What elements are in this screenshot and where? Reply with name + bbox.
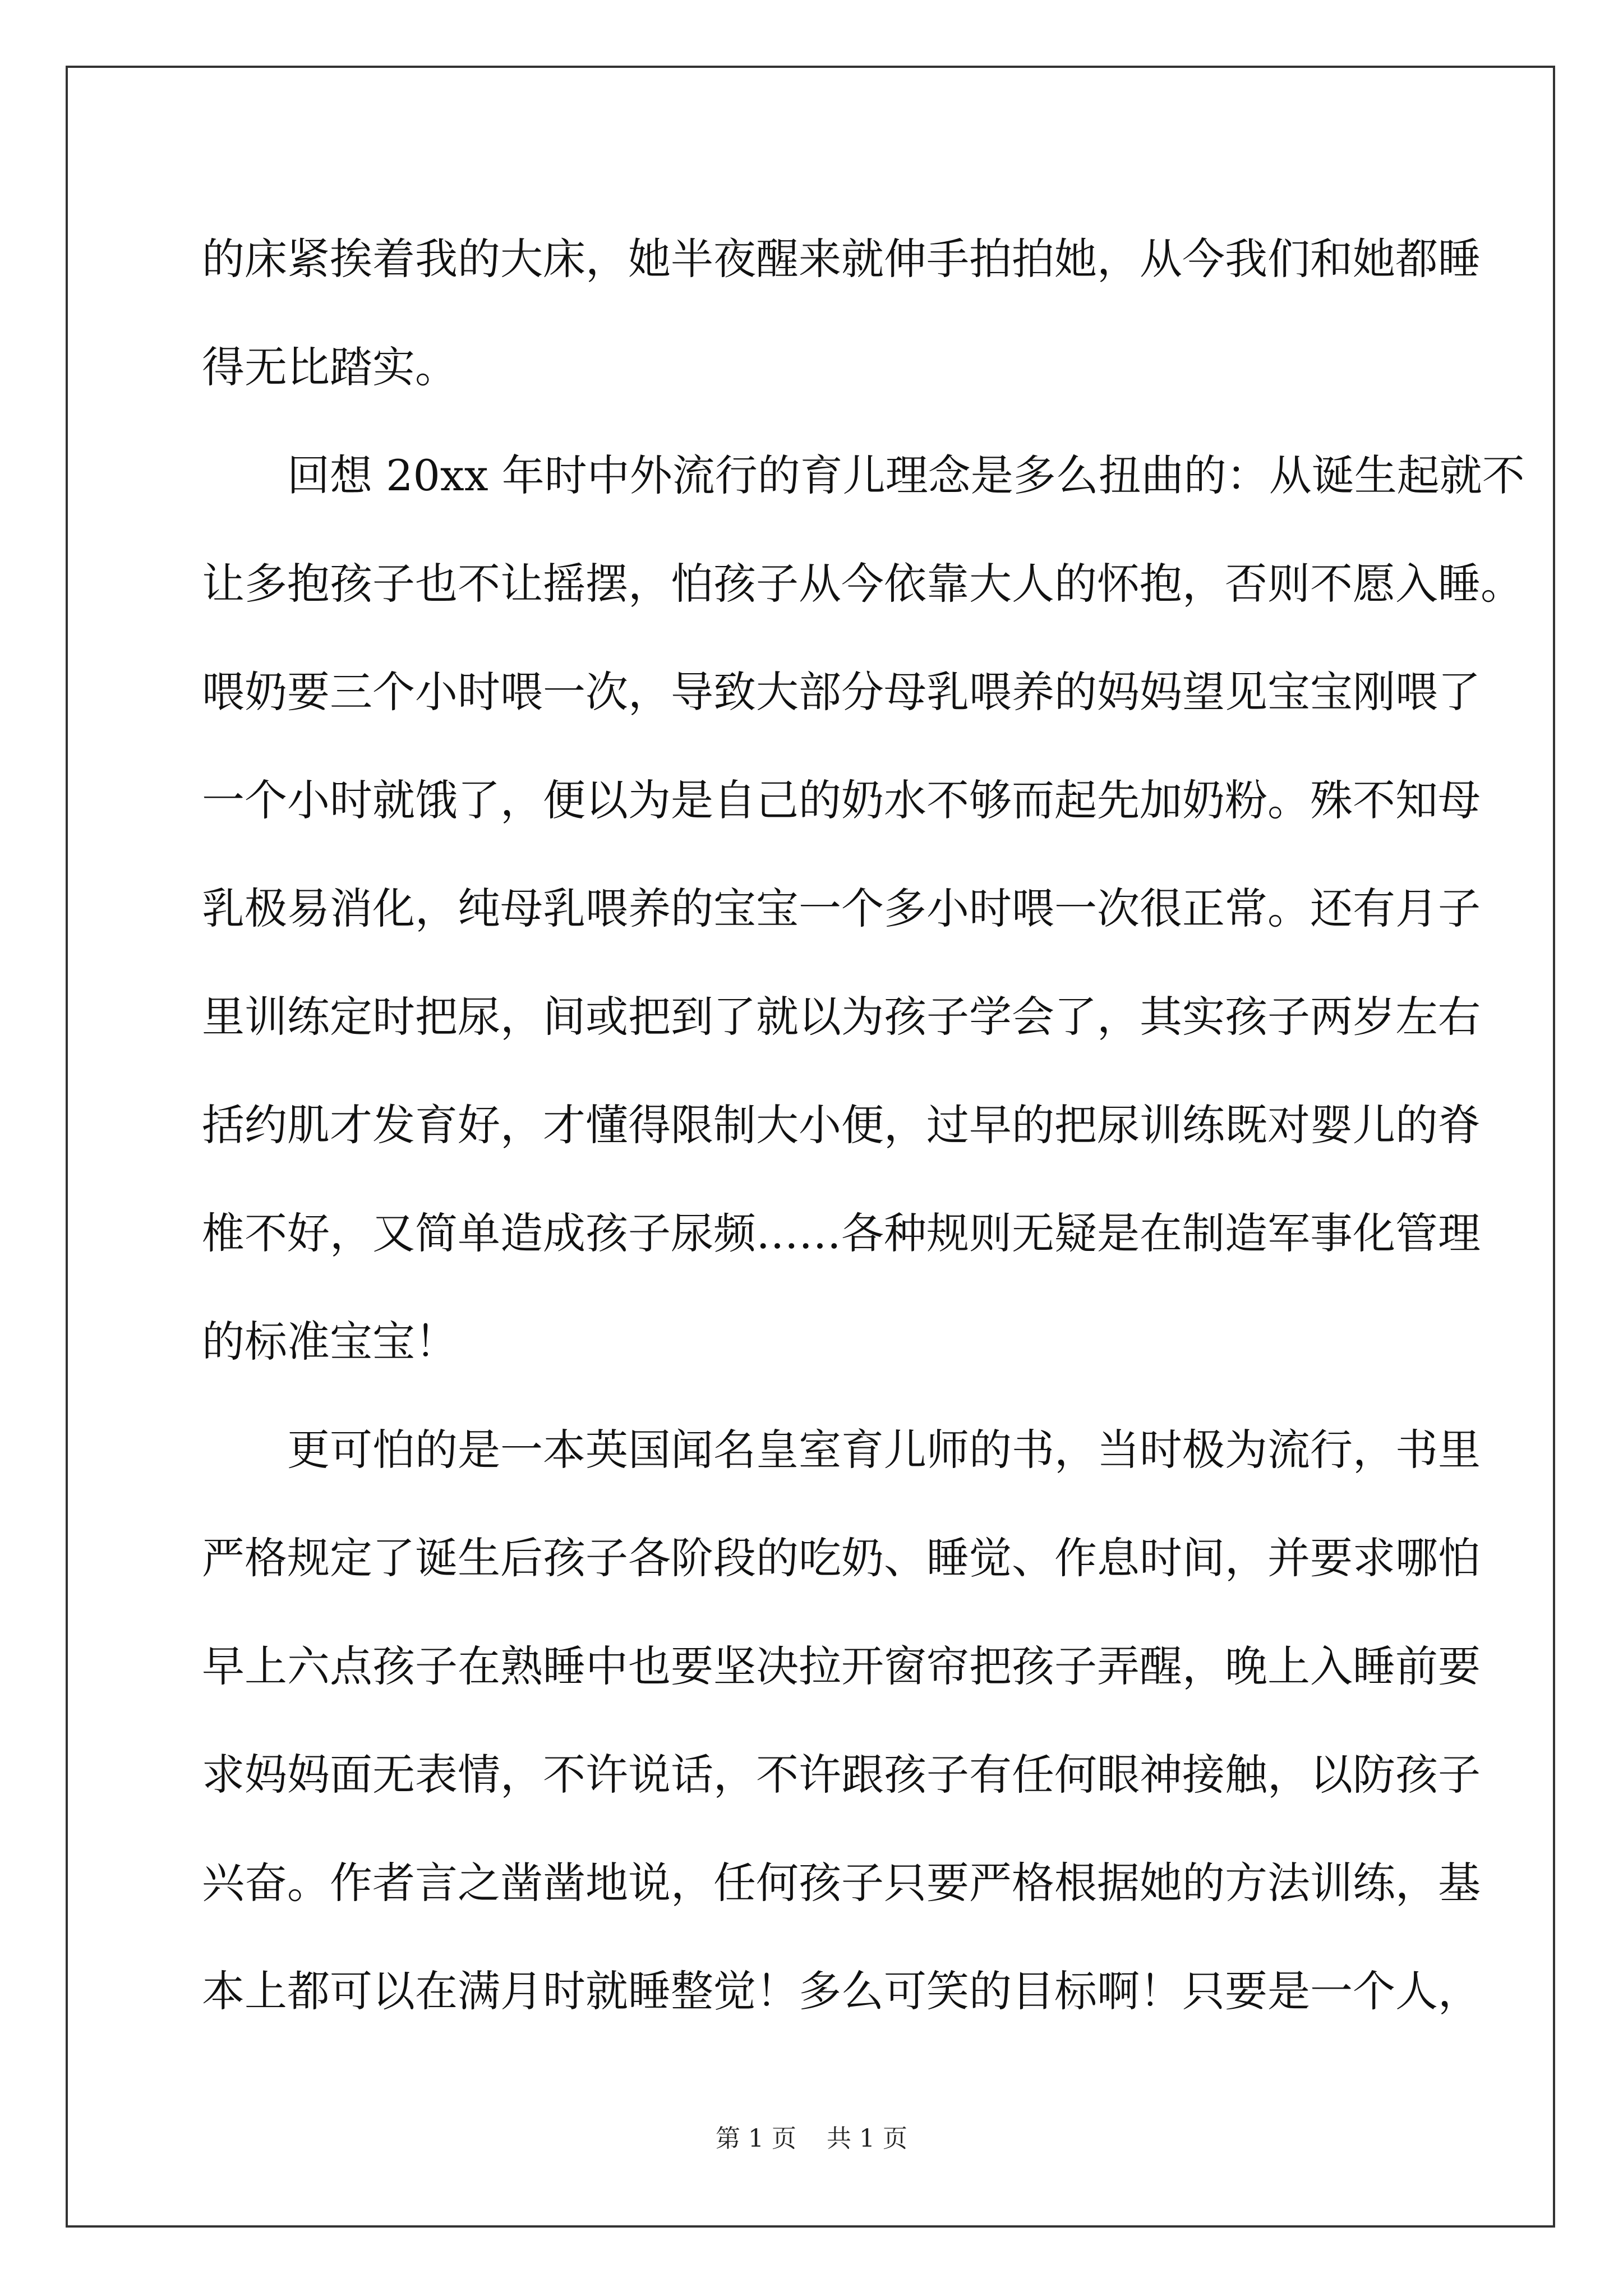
text-line: 本上都可以在满月时就睡整觉！多么可笑的目标啊！只要是一个人， xyxy=(202,1966,1481,2016)
page-footer xyxy=(0,2122,1623,2156)
text-line: 兴奋。作者言之凿凿地说，任何孩子只要严格根据她的方法训练，基 xyxy=(202,1858,1481,1908)
text-line: 回想 20xx 年时中外流行的育儿理念是多么扭曲的：从诞生起就不 xyxy=(287,450,1525,500)
text-line: 求妈妈面无表情，不许说话，不许跟孩子有任何眼神接触，以防孩子 xyxy=(202,1750,1481,1800)
text-line: 一个小时就饿了，便以为是自己的奶水不够而起先加奶粉。殊不知母 xyxy=(202,775,1481,825)
text-line: 括约肌才发育好，才懂得限制大小便，过早的把尿训练既对婴儿的脊 xyxy=(202,1100,1481,1150)
text-line: 的床紧挨着我的大床，她半夜醒来就伸手拍拍她，从今我们和她都睡 xyxy=(202,234,1481,284)
text-line: 乳极易消化，纯母乳喂养的宝宝一个多小时喂一次很正常。还有月子 xyxy=(202,884,1481,933)
text-line: 更可怕的是一本英国闻名皇室育儿师的书，当时极为流行，书里 xyxy=(287,1425,1481,1475)
document-body xyxy=(202,205,1525,2045)
text-line: 让多抱孩子也不让摇摆，怕孩子从今依靠大人的怀抱，否则不愿入睡。 xyxy=(202,559,1523,609)
text-line: 早上六点孩子在熟睡中也要坚决拉开窗帘把孩子弄醒，晚上入睡前要 xyxy=(202,1641,1481,1691)
text-line: 里训练定时把尿，间或把到了就以为孩子学会了，其实孩子两岁左右 xyxy=(202,992,1481,1042)
text-line: 椎不好，又简单造成孩子尿频……各种规则无疑是在制造军事化管理 xyxy=(202,1208,1481,1258)
text-line: 得无比踏实。 xyxy=(202,342,458,392)
text-line: 的标准宝宝！ xyxy=(202,1317,458,1366)
page-total: 共 1 页 xyxy=(827,2124,907,2153)
text-line: 喂奶要三个小时喂一次，导致大部分母乳喂养的妈妈望见宝宝刚喂了 xyxy=(202,667,1481,717)
text-line: 严格规定了诞生后孩子各阶段的吃奶、睡觉、作息时间，并要求哪怕 xyxy=(202,1533,1481,1583)
page-number: 第 1 页 xyxy=(716,2124,796,2153)
